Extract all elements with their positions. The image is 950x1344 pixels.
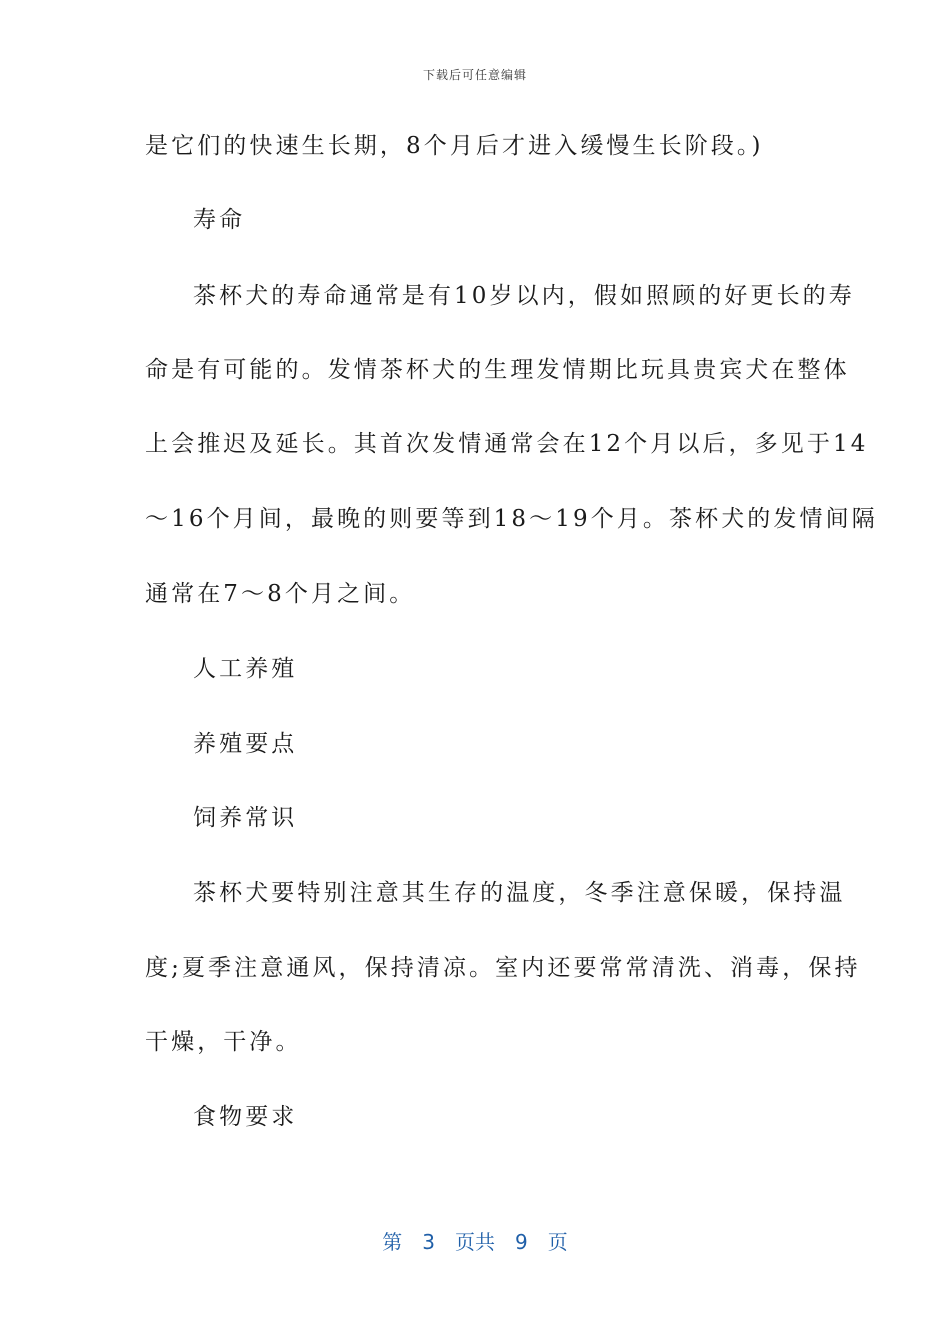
footer-total-pages: 9 [515,1230,528,1254]
paragraph-line: 干燥，干净。 [145,1029,302,1055]
paragraph-line: 是它们的快速生长期，8个月后才进入缓慢生长阶段。) [145,133,764,159]
footer-current-page: 3 [422,1230,435,1254]
paragraph-line: 通常在7～8个月之间。 [145,581,416,607]
paragraph-line: 茶杯犬要特别注意其生存的温度，冬季注意保暖，保持温 [193,880,846,906]
section-heading-lifespan: 寿命 [193,207,246,233]
section-heading-breeding: 人工养殖 [193,656,298,682]
paragraph-line: 命是有可能的。发情茶杯犬的生理发情期比玩具贵宾犬在整体 [145,357,850,383]
paragraph-line: 度;夏季注意通风，保持清凉。室内还要常常清洗、消毒，保持 [145,955,861,981]
section-heading-key-points: 养殖要点 [193,731,298,757]
page-header: 下载后可任意编辑 [422,68,527,82]
section-heading-feeding-knowledge: 饲养常识 [193,805,298,831]
section-heading-food-requirements: 食物要求 [193,1104,298,1130]
page-footer [0,1226,950,1255]
paragraph-line: 上会推迟及延长。其首次发情通常会在12个月以后，多见于14 [145,431,869,457]
paragraph-line: ～16个月间，最晚的则要等到18～19个月。茶杯犬的发情间隔 [145,506,878,532]
footer-ye: 页 [547,1230,568,1254]
paragraph-line: 茶杯犬的寿命通常是有10岁以内，假如照顾的好更长的寿 [193,283,855,309]
footer-ye-gong: 页共 [455,1230,495,1254]
footer-di: 第 [382,1230,403,1254]
